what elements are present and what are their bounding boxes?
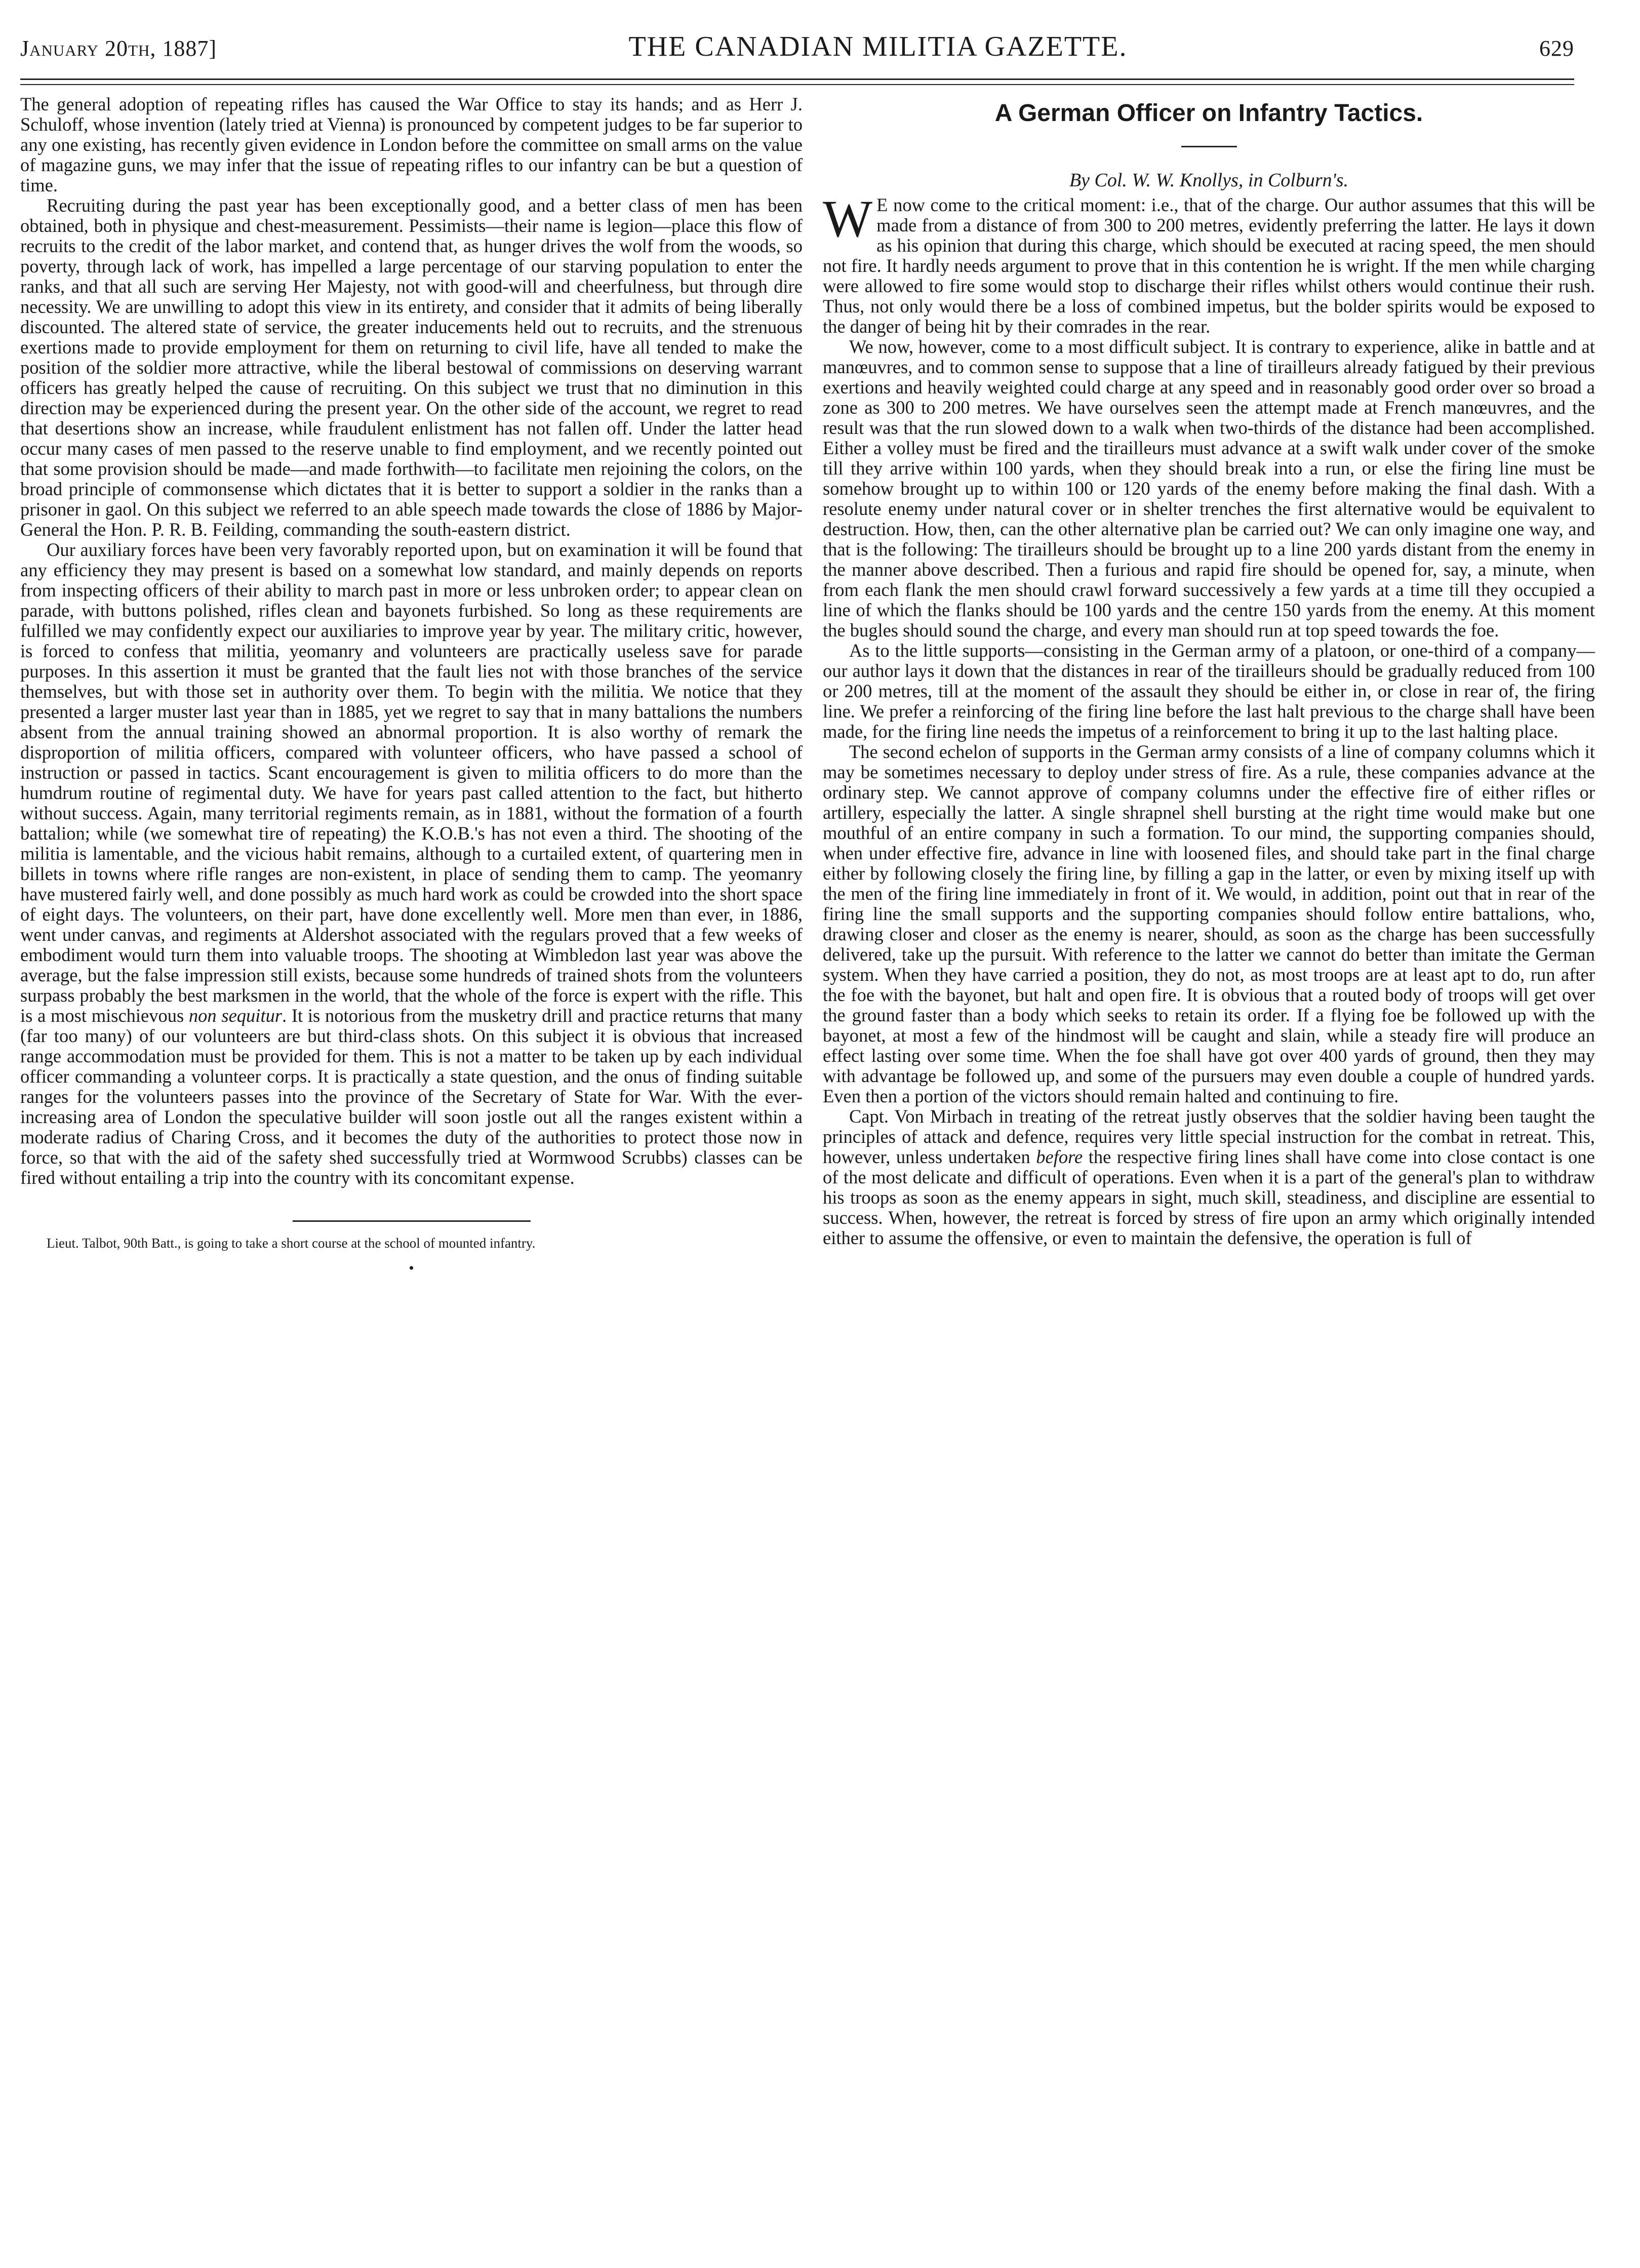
paragraph-recruiting: Recruiting during the past year has been exceptionally good, and a better class of men has been obtained, both in physique and chest-measurement. Pessimists—their name is legion—place this flow of recruits to the credit of the labor market, and contend that, as hunger drives the wolf from the woods, so poverty, through lack of work, has impelled a large percentage of our starving population to enter the ranks, and that all such are serving Her Majesty, not with good-will and cheerfulness, but through dire necessity. We are unwilling to adopt this view in its entirety, and consider that it admits of being liberally discounted. The altered state of service, the greater inducements held out to recruits, and the strenuous exertions made to provide employment for them on returning to civil life, have all tended to make the position of the soldier more attractive, while the liberal bestowal of commissions on deserving warrant officers has greatly helped the cause of recruiting. On this subject we trust that no diminution in this direction may be experienced during the present year. On the other side of the account, we regret to read that desertions show an increase, while fraudulent enlistment has not fallen off. Under the latter head occur many cases of men passed to the reserve unable to find employment, and we recently pointed out that some provision should be made—and made forthwith—to facilitate men rejoining the colors, on the broad principle of commonsense which dictates that it is better to support a soldier in the ranks than a prisoner in gaol. On this subject we referred to an able speech made towards the close of 1886 by Major-General the Hon. P. R. B. Feilding, commanding the south-eastern district. [20,195,803,540]
paragraph-little-supports: As to the little supports—consisting in the German army of a platoon, or one-third of a company—our author lays it down that the distances in rear of the tirailleurs should be gradually reduced from 100 or 200 metres, till at the moment of the assault they should be either in, or close in rear of, the firing line. We prefer a reinforcing of the firing line before the last halt previous to the charge shall have been made, for the firing line needs the impetus of a reinforcement to bring it up to the last halting place. [823,640,1595,742]
newspaper-title: THE CANADIAN MILITIA GAZETTE. [628,31,1128,62]
paragraph-retreat-text-b: the respective firing lines shall have come into close contact is one of the most delicate and difficult of operations. Even when it is a part of the general's plan to withdraw his troops as soon as the enemy appears in sight, much skill, steadiness, and discipline are essential to success. When, however, the retreat is forced by stress of fire upon an army which originally intended either to assume the offensive, or even to maintain the defensive, the operation is full of [823,1146,1595,1248]
right-column [823,94,1595,1279]
masthead [20,30,1574,78]
paragraph-auxiliary-forces-text-b: . It is notorious from the musketry drill and practice returns that many (far too many) of our volunteers are but third-class shots. On this subject it is obvious that increased range accommodation must be provided for them. This is not a matter to be taken up by each individual officer commanding a volunteer corps. It is practically a state question, and the onus of finding suitable ranges for the volunteers passes into the province of the Secretary of State for War. With the ever-increasing area of London the speculative builder will soon jostle out all the ranges existent within a moderate radius of Charing Cross, and it becomes the duty of the authorities to protect those now in force, so that with the aid of the safety shed successfully tried at Wormwood Scrubbs) classes can be fired without entailing a trip into the country with its concomitant expense. [20,1005,803,1188]
footnote-rule [293,1220,531,1222]
paragraph-repeating-rifles: The general adoption of repeating rifles has caused the War Office to stay its hands; and as Herr J. Schuloff, whose invention (lately tried at Vienna) is pronounced by competent judges to be far superior to any one existing, has recently given evidence in London before the committee on small arms on the value of magazine guns, we may infer that the issue of repeating rifles to our infantry can be but a question of time. [20,94,803,195]
headline-rule [1181,146,1237,147]
paragraph-difficult-subject: We now, however, come to a most difficult subject. It is contrary to experience, alike in battle and at manœuvres, and to common sense to suppose that a line of tirailleurs already fatigued by their previous exertions and heavily weighted could charge at any speed and in reasonably good order over so broad a zone as 300 to 200 metres. We have ourselves seen the attempt made at French manœuvres, and the result was that the run slowed down to a walk when two-thirds of the distance had been accomplished. Either a volley must be fired and the tirailleurs must advance at a swift walk under cover of the smoke till they arrive within 100 yards, when they should break into a run, or else the firing line must be somehow brought up to within 100 or 120 yards of the enemy before making the final dash. With a resolute enemy under natural cover or in shelter trenches the first alternative would be equivalent to destruction. How, then, can the other alternative plan be carried out? We can only imagine one way, and that is the following: The tirailleurs should be brought up to a line 200 yards distant from the enemy in the manner above described. Then a furious and rapid fire should be opened for, say, a minute, when from each flank the men should crawl forward successively a few yards at a time till they occupied a line of which the flanks should be 100 yards and the centre 150 yards from the enemy. At this moment the bugles should sound the charge, and every man should run at top speed towards the foe. [823,336,1595,641]
drop-cap: W [823,190,873,248]
latin-phrase: non sequitur [188,1005,283,1026]
paragraph-retreat-text-a: Capt. Von Mirbach in treating of the retreat justly observes that the soldier having been taught the principles of attack and defence, requires very little special instruction for the combat in retreat. This, however, unless undertaken [823,1106,1595,1167]
paragraph-charge-text: E now come to the critical moment: i.e., that of the charge. Our author assumes that this will be made from a distance of from 300 to 200 metres, evidently preferring the latter. He lays it down as his opinion that during this charge, which should be executed at racing speed, the men should not fire. It hardly needs argument to prove that in this contention he is wright. If the men while charging were allowed to fire some would stop to discharge their rifles whilst others would continue their rush. Thus, not only would there be a loss of combined impetus, but the bolder spirits would be exposed to the danger of being hit by their comrades in the rear. [823,194,1595,337]
article-headline: A German Officer on Infantry Tactics. [994,100,1423,127]
print-speck: • [409,1260,414,1277]
emphasis-before: before [1036,1146,1083,1167]
paragraph-auxiliary-forces-text-a: Our auxiliary forces have been very favorably reported upon, but on examination it will be found that any efficiency they may present is based on a somewhat low standard, and mainly depends on reports from inspecting officers of their ability to march past in more or less unbroken order; to appear clean on parade, with buttons polished, rifles clean and bayonets furbished. So long as these requirements are fulfilled we may confidently expect our auxiliaries to improve year by year. The military critic, however, is forced to confess that militia, yeomanry and volunteers are practically useless save for parade purposes. In this assertion it must be granted that the fault lies not with those branches of the service themselves, but with those set in authority over them. To begin with the militia. We notice that they presented a larger muster last year than in 1885, yet we regret to say that in many battalions the numbers absent from the annual training showed an abnormal proportion. It is also worthy of remark the disproportion of militia officers, compared with volunteer officers, who have passed a school of instruction or passed in tactics. Scant encouragement is given to militia officers to do more than the humdrum routine of regimental duty. We have for years past called attention to the fact, but hitherto without success. Again, many territorial regiments remain, as in 1881, without the formation of a fourth battalion; while (we somewhat tire of repeating) the K.O.B.'s has not even a third. The shooting of the militia is lamentable, and the vicious habit remains, although to a curtailed extent, of quartering men in billets in towns where rifle ranges are non-existent, in place of sending them to camp. The yeomanry have mustered fairly well, and done possibly as much hard work as could be crowded into the short space of eight days. The volunteers, on their part, have done excellently well. More men than ever, in 1886, went under canvas, and regiments at Aldershot associated with the regulars proved that a few weeks of embodiment would turn them into valuable troops. The shooting at Wimbledon last year was above the average, but the false impression still exists, because some hundreds of trained shots from the volunteers surpass probably the best marksmen in the world, that the whole of the force is expert with the rifle. This is a most mischievous [20,539,803,1026]
footnote-talbot: Lieut. Talbot, 90th Batt., is going to take a short course at the school of mounted infantry. [47,1236,536,1251]
article-byline: By Col. W. W. Knollys, in Colburn's. [1069,170,1349,191]
left-column [20,94,803,1279]
article-columns [20,94,1595,1279]
paragraph-auxiliary-forces [20,540,803,1188]
paragraph-charge [823,190,1595,337]
masthead-double-rule [20,78,1574,85]
paragraph-retreat [823,1106,1595,1248]
paragraph-second-echelon: The second echelon of supports in the German army consists of a line of company columns which it may be sometimes necessary to deploy under stress of fire. As a rule, these companies advance at the ordinary step. We cannot approve of company columns under the effective fire of either rifles or artillery, especially the latter. A single shrapnel shell bursting at the right time would make but one mouthful of an entire company in such a formation. To our mind, the supporting companies should, when under effective fire, advance in line with loosened files, and should take part in the final charge either by following closely the firing line, by filling a gap in the latter, or even by mixing itself up with the men of the firing line immediately in front of it. We would, in addition, point out that in rear of the firing line the small supports and the supporting companies should follow entire battalions, who, drawing closer and closer as the enemy is nearer, should, as soon as the charge has been successfully delivered, take up the pursuit. With reference to the latter we cannot do better than imitate the German system. When they have carried a position, they do not, as most troops are at least apt to do, run after the foe with the bayonet, but halt and open fire. It is obvious that a routed body of troops will get over the ground faster than a body which seeks to retain its order. If a flying foe be followed up with the bayonet, at most a few of the hindmost will be caught and slain, while a steady fire will produce an effect lasting over some time. When the foe shall have got over 400 yards of ground, then they may with advantage be followed up, and some of the pursuers may even double a couple of hundred yards. Even then a portion of the victors should remain halted and continuing to fire. [823,741,1595,1106]
page-number: 629 [1539,36,1574,61]
issue-date: January 20th, 1887] [20,36,217,61]
